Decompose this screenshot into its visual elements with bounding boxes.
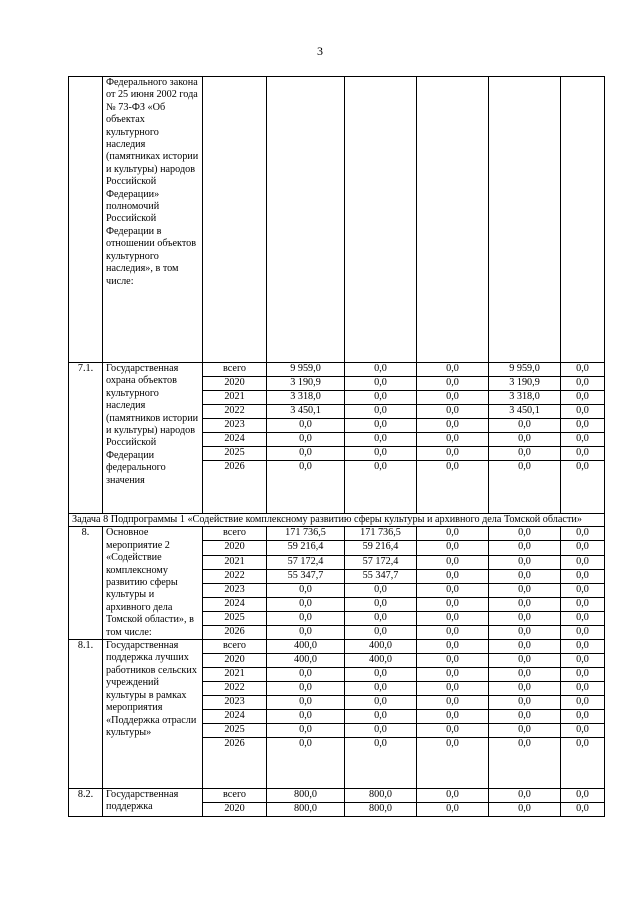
budget-table (68, 76, 605, 817)
value-cell: 0,0 (417, 541, 489, 555)
value-cell: 0,0 (417, 789, 489, 803)
value-cell: 0,0 (561, 461, 605, 514)
value-cell: 0,0 (489, 433, 561, 447)
value-cell: 0,0 (489, 461, 561, 514)
table-row (69, 789, 605, 803)
value-cell: 0,0 (489, 654, 561, 668)
period-cell: 2022 (203, 682, 267, 696)
value-cell (267, 77, 345, 363)
period-cell: 2022 (203, 405, 267, 419)
value-cell: 0,0 (417, 569, 489, 583)
value-cell: 0,0 (489, 724, 561, 738)
value-cell: 3 318,0 (267, 391, 345, 405)
value-cell: 0,0 (417, 447, 489, 461)
value-cell: 0,0 (345, 583, 417, 597)
value-cell (489, 77, 561, 363)
value-cell: 0,0 (489, 640, 561, 654)
value-cell: 0,0 (561, 710, 605, 724)
value-cell: 0,0 (345, 433, 417, 447)
value-cell: 0,0 (267, 682, 345, 696)
value-cell: 0,0 (417, 724, 489, 738)
value-cell: 0,0 (267, 597, 345, 611)
measure-name: Федерального закона от 25 июня 2002 года № 73-ФЗ «Об объектах культурного наследия (памятниках истории и культуры) народов Российской Федерации» полномочий Российской Федерации в отношении объектов культурного наследия», в том числе: (103, 77, 203, 363)
value-cell: 0,0 (561, 696, 605, 710)
value-cell: 0,0 (267, 625, 345, 639)
value-cell: 0,0 (489, 803, 561, 817)
value-cell: 0,0 (345, 447, 417, 461)
value-cell: 0,0 (417, 611, 489, 625)
period-cell: 2025 (203, 447, 267, 461)
value-cell: 3 190,9 (489, 377, 561, 391)
value-cell: 0,0 (345, 611, 417, 625)
period-cell: 2020 (203, 803, 267, 817)
value-cell: 0,0 (417, 710, 489, 724)
value-cell: 800,0 (267, 789, 345, 803)
value-cell: 0,0 (489, 447, 561, 461)
value-cell: 0,0 (345, 710, 417, 724)
period-cell: 2024 (203, 433, 267, 447)
value-cell: 59 216,4 (345, 541, 417, 555)
value-cell: 0,0 (489, 738, 561, 789)
row-number: 7.1. (69, 363, 103, 514)
value-cell: 0,0 (267, 461, 345, 514)
period-cell: 2026 (203, 461, 267, 514)
value-cell: 0,0 (489, 625, 561, 639)
value-cell: 0,0 (267, 447, 345, 461)
value-cell: 0,0 (561, 738, 605, 789)
period-cell: 2025 (203, 611, 267, 625)
value-cell: 0,0 (417, 682, 489, 696)
value-cell: 0,0 (345, 377, 417, 391)
period-cell: 2020 (203, 377, 267, 391)
value-cell: 0,0 (561, 789, 605, 803)
measure-name: Государственная охрана объектов культурного наследия (памятников истории и культуры) народов Российской Федерации федерального значения (103, 363, 203, 514)
value-cell: 3 318,0 (489, 391, 561, 405)
period-cell: 2022 (203, 569, 267, 583)
value-cell: 0,0 (561, 640, 605, 654)
value-cell: 0,0 (267, 433, 345, 447)
value-cell: 0,0 (561, 654, 605, 668)
value-cell: 400,0 (267, 654, 345, 668)
value-cell: 3 450,1 (489, 405, 561, 419)
value-cell: 0,0 (489, 541, 561, 555)
value-cell: 0,0 (417, 377, 489, 391)
value-cell: 0,0 (417, 363, 489, 377)
value-cell: 55 347,7 (267, 569, 345, 583)
value-cell: 0,0 (417, 803, 489, 817)
value-cell: 0,0 (345, 363, 417, 377)
value-cell: 0,0 (489, 611, 561, 625)
value-cell: 0,0 (561, 419, 605, 433)
value-cell: 0,0 (417, 583, 489, 597)
value-cell: 3 190,9 (267, 377, 345, 391)
value-cell: 0,0 (489, 419, 561, 433)
value-cell: 0,0 (417, 527, 489, 541)
value-cell: 0,0 (561, 597, 605, 611)
value-cell: 0,0 (561, 583, 605, 597)
value-cell: 800,0 (345, 789, 417, 803)
value-cell: 800,0 (345, 803, 417, 817)
measure-name: Государственная поддержка лучших работников сельских учреждений культуры в рамках мероприятия «Поддержка отрасли культуры» (103, 640, 203, 789)
value-cell: 0,0 (489, 555, 561, 569)
value-cell: 0,0 (345, 724, 417, 738)
value-cell: 0,0 (561, 803, 605, 817)
value-cell: 0,0 (345, 597, 417, 611)
row-number (69, 77, 103, 363)
value-cell: 0,0 (417, 433, 489, 447)
value-cell: 57 172,4 (345, 555, 417, 569)
value-cell: 0,0 (345, 419, 417, 433)
period-cell (203, 77, 267, 363)
value-cell: 0,0 (561, 682, 605, 696)
task-heading: Задача 8 Подпрограммы 1 «Содействие комплексному развитию сферы культуры и архивного дела Томской области» (69, 514, 605, 527)
value-cell: 0,0 (267, 583, 345, 597)
value-cell: 57 172,4 (267, 555, 345, 569)
value-cell: 0,0 (561, 447, 605, 461)
value-cell: 0,0 (417, 597, 489, 611)
value-cell: 0,0 (561, 405, 605, 419)
value-cell: 0,0 (345, 668, 417, 682)
value-cell: 0,0 (417, 640, 489, 654)
value-cell: 0,0 (417, 405, 489, 419)
period-cell: всего (203, 363, 267, 377)
value-cell: 0,0 (489, 789, 561, 803)
period-cell: 2025 (203, 724, 267, 738)
value-cell: 0,0 (489, 710, 561, 724)
value-cell: 800,0 (267, 803, 345, 817)
page-number: 3 (317, 44, 323, 58)
value-cell: 0,0 (489, 583, 561, 597)
value-cell (561, 77, 605, 363)
value-cell: 0,0 (267, 738, 345, 789)
period-cell: 2026 (203, 625, 267, 639)
value-cell: 0,0 (417, 668, 489, 682)
table-row (69, 640, 605, 654)
value-cell: 0,0 (345, 682, 417, 696)
value-cell: 0,0 (561, 611, 605, 625)
value-cell: 0,0 (561, 541, 605, 555)
period-cell: 2024 (203, 710, 267, 724)
value-cell: 0,0 (345, 405, 417, 419)
value-cell: 0,0 (561, 569, 605, 583)
value-cell: 0,0 (345, 625, 417, 639)
value-cell: 0,0 (417, 555, 489, 569)
value-cell: 0,0 (489, 696, 561, 710)
value-cell: 171 736,5 (267, 527, 345, 541)
value-cell: 0,0 (345, 696, 417, 710)
value-cell: 0,0 (417, 419, 489, 433)
row-number: 8.1. (69, 640, 103, 789)
period-cell: всего (203, 640, 267, 654)
value-cell: 0,0 (489, 569, 561, 583)
value-cell: 0,0 (561, 555, 605, 569)
value-cell: 0,0 (267, 710, 345, 724)
value-cell: 0,0 (561, 377, 605, 391)
value-cell (417, 77, 489, 363)
value-cell: 0,0 (489, 597, 561, 611)
value-cell: 0,0 (345, 461, 417, 514)
table-row (69, 363, 605, 377)
period-cell: 2024 (203, 597, 267, 611)
value-cell: 0,0 (561, 724, 605, 738)
period-cell: 2021 (203, 391, 267, 405)
value-cell: 0,0 (417, 738, 489, 789)
period-cell: 2020 (203, 654, 267, 668)
value-cell: 3 450,1 (267, 405, 345, 419)
value-cell: 0,0 (417, 625, 489, 639)
value-cell (345, 77, 417, 363)
period-cell: 2021 (203, 668, 267, 682)
value-cell: 0,0 (417, 391, 489, 405)
value-cell: 0,0 (345, 391, 417, 405)
row-number: 8. (69, 527, 103, 640)
table-row (69, 77, 605, 363)
period-cell: 2023 (203, 419, 267, 433)
measure-name: Основное мероприятие 2 «Содействие комплексному развитию сферы культуры и архивного дела Томской области», в том числе: (103, 527, 203, 640)
value-cell: 400,0 (267, 640, 345, 654)
value-cell: 0,0 (561, 625, 605, 639)
value-cell: 0,0 (489, 682, 561, 696)
value-cell: 0,0 (489, 527, 561, 541)
value-cell: 0,0 (561, 433, 605, 447)
value-cell: 0,0 (345, 738, 417, 789)
period-cell: 2020 (203, 541, 267, 555)
row-number: 8.2. (69, 789, 103, 817)
value-cell: 0,0 (417, 654, 489, 668)
value-cell: 0,0 (267, 696, 345, 710)
task-row (69, 514, 605, 527)
period-cell: 2021 (203, 555, 267, 569)
period-cell: всего (203, 527, 267, 541)
period-cell: 2023 (203, 696, 267, 710)
value-cell: 0,0 (417, 461, 489, 514)
value-cell: 9 959,0 (267, 363, 345, 377)
value-cell: 9 959,0 (489, 363, 561, 377)
value-cell: 0,0 (561, 391, 605, 405)
period-cell: 2023 (203, 583, 267, 597)
value-cell: 0,0 (267, 668, 345, 682)
value-cell: 171 736,5 (345, 527, 417, 541)
value-cell: 0,0 (267, 611, 345, 625)
value-cell: 0,0 (267, 724, 345, 738)
value-cell: 0,0 (561, 527, 605, 541)
value-cell: 0,0 (561, 363, 605, 377)
value-cell: 0,0 (561, 668, 605, 682)
table-row (69, 527, 605, 541)
value-cell: 0,0 (267, 419, 345, 433)
value-cell: 0,0 (489, 668, 561, 682)
period-cell: 2026 (203, 738, 267, 789)
period-cell: всего (203, 789, 267, 803)
value-cell: 400,0 (345, 640, 417, 654)
value-cell: 59 216,4 (267, 541, 345, 555)
value-cell: 55 347,7 (345, 569, 417, 583)
value-cell: 0,0 (417, 696, 489, 710)
measure-name: Государственная поддержка (103, 789, 203, 817)
value-cell: 400,0 (345, 654, 417, 668)
